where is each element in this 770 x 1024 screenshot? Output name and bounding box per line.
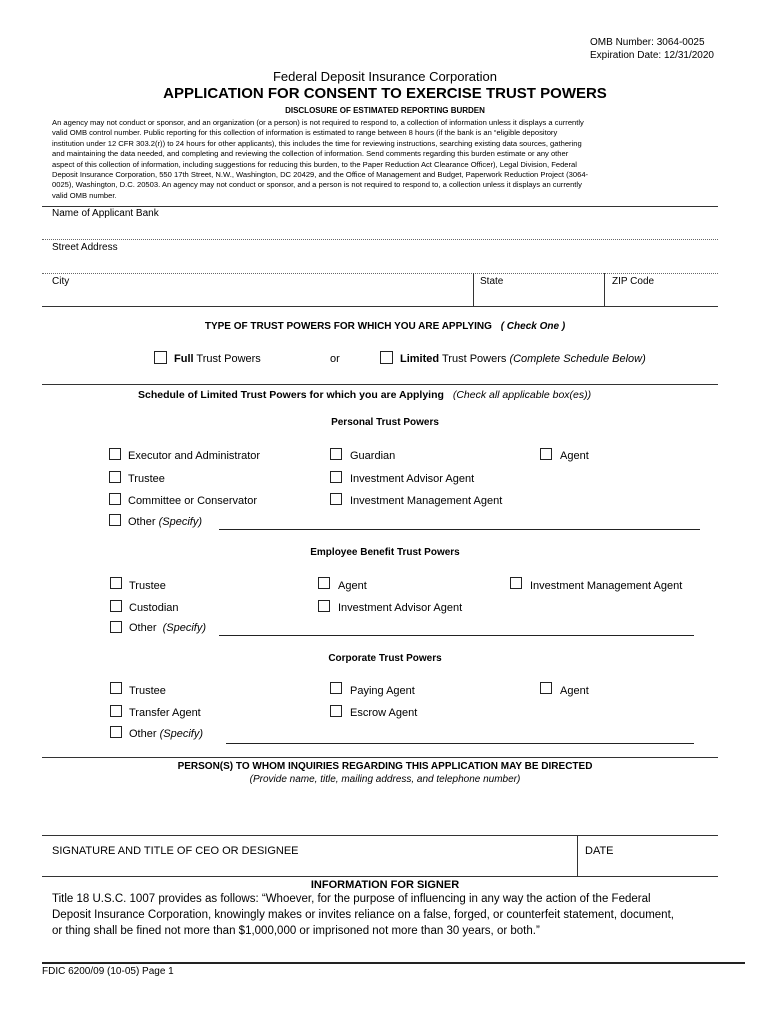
disclosure-line: institution under 12 CFR 303.2(r)) to 24 hours for other applicants), this includes the time for reviewing instructions, searching existing data sources, gathering: [52, 138, 582, 148]
personal-guardian-label: Guardian: [350, 450, 396, 462]
specify-text: (Specify): [158, 516, 202, 528]
employee-agent-checkbox[interactable]: [318, 577, 330, 589]
applicant-bank-field[interactable]: Name of Applicant Bank: [52, 208, 159, 219]
personal-trustee-checkbox[interactable]: [109, 471, 121, 483]
omb-number: OMB Number: 3064-0025: [590, 37, 705, 48]
expiration-date: Expiration Date: 12/31/2020: [590, 50, 714, 61]
divider: [42, 273, 718, 274]
city-field[interactable]: City: [52, 276, 70, 287]
corporate-other-label: [129, 728, 203, 740]
employee-heading: Employee Benefit Trust Powers: [310, 547, 460, 558]
corporate-agent-label: Agent: [560, 685, 589, 697]
personal-investment-advisor-label: Investment Advisor Agent: [350, 473, 475, 485]
corporate-heading: Corporate Trust Powers: [328, 653, 442, 664]
employee-custodian-label: Custodian: [129, 602, 179, 614]
limited-trust-label: [400, 353, 646, 365]
disclosure-line: Deposit Insurance Corporation, 550 17th Street, N.W., Washington, DC 20429, and the Office of Management and Budget, Paperwork Reduction Project (3064-: [52, 170, 589, 180]
check-one-note: ( Check One ): [500, 321, 566, 332]
personal-executor-label: Executor and Administrator: [128, 450, 261, 462]
date-field[interactable]: DATE: [585, 845, 614, 857]
disclosure-text: [52, 118, 712, 201]
personal-investment-mgmt-checkbox[interactable]: [330, 493, 342, 505]
signer-info-line: or thing shall be fined not more than $1,000,000 or imprisoned not more than 30 years, or both.”: [52, 925, 540, 937]
divider: [42, 757, 718, 758]
disclosure-line: aspect of this collection of information, including suggestions for reducing this burden, to the Paper Reduction Act Clearance Officer), Legal Division, Federal: [52, 159, 577, 169]
divider: [577, 835, 578, 876]
full-trust-checkbox[interactable]: [154, 351, 167, 364]
corporate-other-input[interactable]: [226, 743, 694, 744]
divider: [42, 206, 718, 207]
street-address-field[interactable]: Street Address: [52, 242, 118, 253]
employee-investment-advisor-checkbox[interactable]: [318, 600, 330, 612]
personal-agent-checkbox[interactable]: [540, 448, 552, 460]
limited-rest: Trust Powers: [441, 353, 507, 365]
disclosure-heading: DISCLOSURE OF ESTIMATED REPORTING BURDEN: [285, 106, 485, 115]
full-rest: Trust Powers: [196, 353, 261, 365]
employee-investment-mgmt-checkbox[interactable]: [510, 577, 522, 589]
divider: [42, 306, 718, 307]
disclosure-line: and maintaining the data needed, and completing and reviewing the collection of information. Send comments regarding this burden estimate or any other: [52, 149, 569, 159]
personal-executor-checkbox[interactable]: [109, 448, 121, 460]
full-trust-label: [174, 353, 261, 365]
schedule-note: (Check all applicable box(es)): [452, 389, 592, 401]
signer-info-text: [52, 891, 712, 939]
specify-text: (Specify): [159, 728, 203, 740]
disclosure-line: 0025), Washington, D.C. 20503. An agency may not conduct or sponsor, and a person is not required to respond to, a collection unless it displays an currently: [52, 180, 582, 190]
personal-other-checkbox[interactable]: [109, 514, 121, 526]
form-title: APPLICATION FOR CONSENT TO EXERCISE TRUST POWERS: [163, 85, 607, 102]
inquiries-heading: PERSON(S) TO WHOM INQUIRIES REGARDING THIS APPLICATION MAY BE DIRECTED: [177, 761, 593, 772]
specify-text: (Specify): [162, 622, 206, 634]
limited-trust-checkbox[interactable]: [380, 351, 393, 364]
corporate-transfer-agent-label: Transfer Agent: [129, 707, 201, 719]
employee-custodian-checkbox[interactable]: [110, 600, 122, 612]
type-section-heading: [0, 321, 770, 332]
personal-committee-checkbox[interactable]: [109, 493, 121, 505]
limited-note: (Complete Schedule Below): [509, 353, 646, 365]
employee-other-input[interactable]: [219, 635, 694, 636]
agency-name: Federal Deposit Insurance Corporation: [272, 69, 497, 84]
full-bold: Full: [174, 353, 194, 365]
signature-field[interactable]: SIGNATURE AND TITLE OF CEO OR DESIGNEE: [52, 845, 299, 857]
corporate-trustee-checkbox[interactable]: [110, 682, 122, 694]
inquiries-note: (Provide name, title, mailing address, and telephone number): [249, 774, 521, 785]
limited-bold: Limited: [400, 353, 440, 365]
schedule-heading-text: Schedule of Limited Trust Powers for which you are Applying: [138, 389, 444, 401]
type-heading-text: TYPE OF TRUST POWERS FOR WHICH YOU ARE APPLYING: [204, 321, 492, 332]
personal-heading: Personal Trust Powers: [331, 417, 439, 428]
corporate-escrow-agent-checkbox[interactable]: [330, 705, 342, 717]
corporate-paying-agent-label: Paying Agent: [350, 685, 415, 697]
zip-code-field[interactable]: ZIP Code: [612, 276, 655, 287]
schedule-heading: [138, 389, 591, 401]
employee-other-checkbox[interactable]: [110, 621, 122, 633]
corporate-agent-checkbox[interactable]: [540, 682, 552, 694]
omb-info: [590, 36, 714, 62]
or-text: or: [330, 353, 340, 365]
personal-committee-label: Committee or Conservator: [128, 495, 257, 507]
other-text: Other: [128, 516, 156, 528]
personal-agent-label: Agent: [560, 450, 589, 462]
employee-trustee-checkbox[interactable]: [110, 577, 122, 589]
divider: [42, 239, 718, 240]
disclosure-line: An agency may not conduct or sponsor, and an organization (or a person) is not required to respond to, a collection of information unless it displays a currently: [52, 118, 584, 127]
other-text: Other: [129, 622, 157, 634]
divider: [42, 876, 718, 877]
divider: [604, 273, 605, 306]
divider: [473, 273, 474, 306]
personal-trustee-label: Trustee: [128, 473, 165, 485]
employee-other-label: [129, 622, 206, 634]
employee-investment-mgmt-label: Investment Management Agent: [530, 580, 683, 592]
footer-rule: [42, 962, 745, 964]
form-identifier: FDIC 6200/09 (10-05) Page 1: [42, 966, 174, 977]
corporate-paying-agent-checkbox[interactable]: [330, 682, 342, 694]
disclosure-line: valid OMB control number. Public reporting for this collection of information is estimated to range between 8 hours (if the bank is an “eligible depository: [52, 128, 558, 138]
personal-investment-mgmt-label: Investment Management Agent: [350, 495, 503, 507]
corporate-transfer-agent-checkbox[interactable]: [110, 705, 122, 717]
personal-other-input[interactable]: [219, 529, 700, 530]
corporate-escrow-agent-label: Escrow Agent: [350, 707, 418, 719]
corporate-trustee-label: Trustee: [129, 685, 166, 697]
other-text: Other: [129, 728, 157, 740]
personal-guardian-checkbox[interactable]: [330, 448, 342, 460]
personal-investment-advisor-checkbox[interactable]: [330, 471, 342, 483]
personal-other-label: [128, 516, 202, 528]
employee-agent-label: Agent: [338, 580, 367, 592]
divider: [42, 384, 718, 385]
employee-investment-advisor-label: Investment Advisor Agent: [338, 602, 463, 614]
state-field[interactable]: State: [480, 276, 504, 287]
divider: [42, 835, 718, 836]
employee-trustee-label: Trustee: [129, 580, 166, 592]
signer-info-line: Deposit Insurance Corporation, knowingly makes or invites reliance on a false, forged, or counterfeit statement, document,: [52, 909, 674, 921]
corporate-other-checkbox[interactable]: [110, 726, 122, 738]
inquiries-input[interactable]: [42, 790, 718, 834]
signer-info-heading: INFORMATION FOR SIGNER: [310, 879, 460, 891]
signer-info-line: Title 18 U.S.C. 1007 provides as follows: “Whoever, for the purpose of influencing in any way the action of the Federal: [52, 893, 651, 905]
disclosure-line: valid OMB number.: [52, 190, 117, 200]
